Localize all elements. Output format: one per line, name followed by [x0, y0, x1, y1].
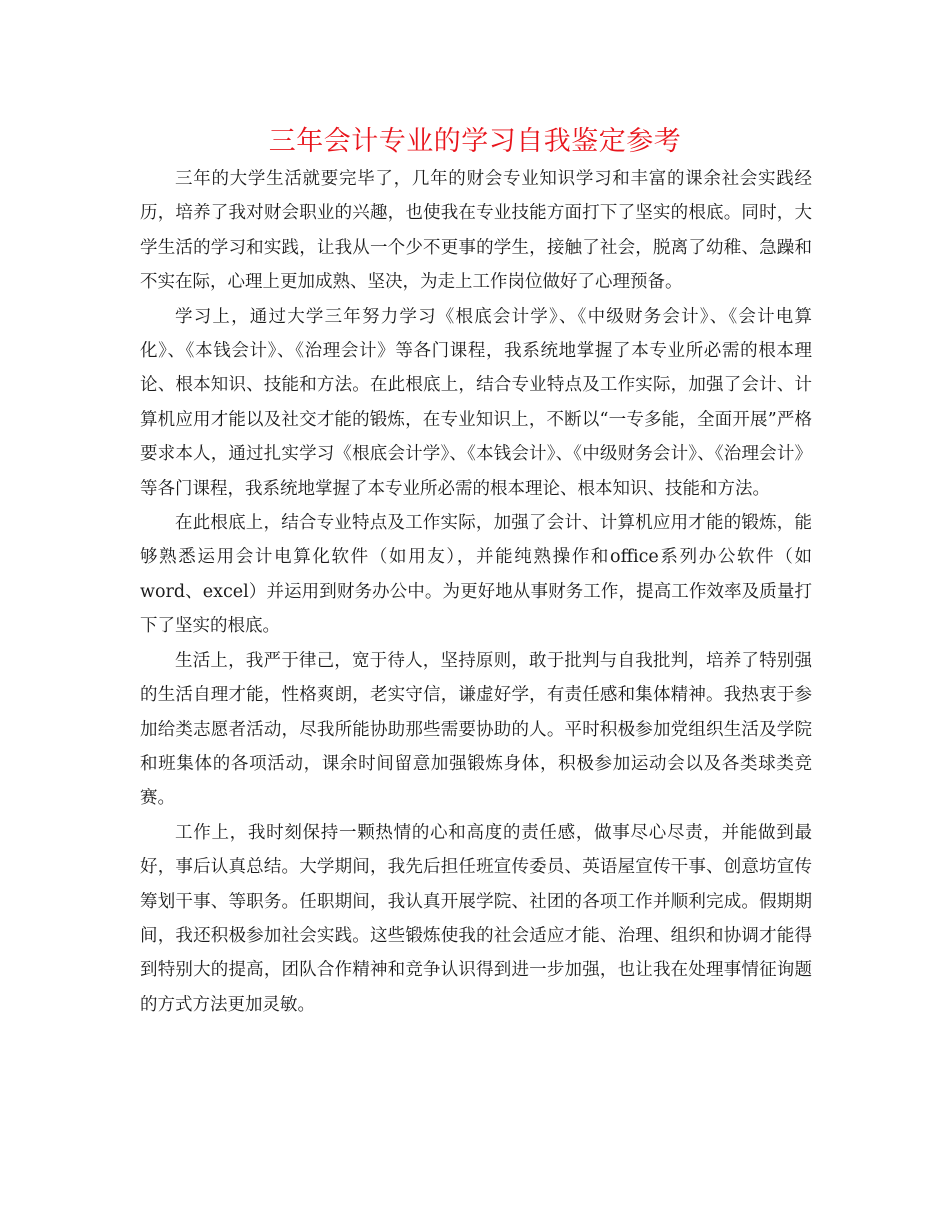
document-body	[140, 162, 812, 1022]
paragraph-skills: 在此根底上，结合专业特点及工作实际，加强了会计、计算机应用才能的锻炼，能够熟悉运用会计电算化软件（如用友），并能纯熟操作和office系列办公软件（如word、excel）并运用到财务办公中。为更好地从事财务工作，提高工作效率及质量打下了坚实的根底。	[140, 513, 812, 637]
paragraph-work: 工作上，我时刻保持一颗热情的心和高度的责任感，做事尽心尽责，并能做到最好，事后认真总结。大学期间，我先后担任班宣传委员、英语屋宣传干事、创意坊宣传筹划干事、等职务。任职期间，我认真开展学院、社团的各项工作并顺利完成。假期期间，我还积极参加社会实践。这些锻炼使我的社会适应才能、治理、组织和协调才能得到特别大的提高，团队合作精神和竞争认识得到进一步加强，也让我在处理事情征询题的方式方法更加灵敏。	[140, 822, 812, 1015]
paragraph-life: 生活上，我严于律己，宽于待人，坚持原则，敢于批判与自我批判，培养了特别强的生活自理才能，性格爽朗，老实守信，谦虚好学，有责任感和集体精神。我热衷于参加给类志愿者活动，尽我所能协助那些需要协助的人。平时积极参加党组织生活及学院和班集体的各项活动，课余时间留意加强锻炼身体，积极参加运动会以及各类球类竞赛。	[140, 650, 812, 809]
paragraph-intro: 三年的大学生活就要完毕了，几年的财会专业知识学习和丰富的课余社会实践经历，培养了我对财会职业的兴趣，也使我在专业技能方面打下了坚实的根底。同时，大学生活的学习和实践，让我从一个少不更事的学生，接触了社会，脱离了幼稚、急躁和不实在际，心理上更加成熟、坚决，为走上工作岗位做好了心理预备。	[140, 169, 812, 293]
document-title: 三年会计专业的学习自我鉴定参考	[268, 126, 682, 157]
paragraph-study: 学习上，通过大学三年努力学习《根底会计学》、《中级财务会计》、《会计电算化》、《本钱会计》、《治理会计》等各门课程，我系统地掌握了本专业所必需的根本理论、根本知识、技能和方法。在此根底上，结合专业特点及工作实际，加强了会计、计算机应用才能以及社交才能的锻炼，在专业知识上，不断以“一专多能，全面开展”严格要求本人，通过扎实学习《根底会计学》、《本钱会计》、《中级财务会计》、《治理会计》等各门课程，我系统地掌握了本专业所必需的根本理论、根本知识、技能和方法。	[140, 306, 812, 499]
